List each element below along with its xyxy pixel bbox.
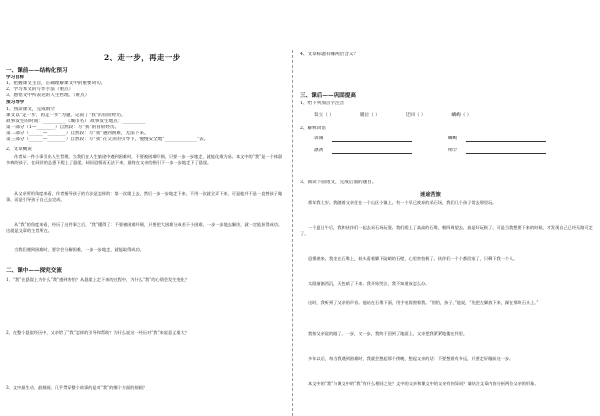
preview-heading: 预习导学	[6, 100, 25, 105]
reading-question: 本文中的“我”与课文中的“我”有什么相同之处？文中的父亲和课文中的父亲有何异同？请结合文章内容分析两位父亲的形象。	[308, 381, 539, 386]
summary-heading: 2、文章概说	[6, 147, 32, 152]
pinyin-item[interactable]: 啜泣（ ）	[359, 113, 380, 118]
vocab-answer-line[interactable]	[466, 141, 546, 142]
section-inclass-heading: 二、课中——探究交流	[6, 268, 62, 274]
preview-line: 故事发生的时间：__________（城市名） 故事发生地点：__________	[6, 119, 146, 124]
preview-line: 课文以“走一步，再走一步”为题，记叙了“我”的冒险经历。	[6, 113, 126, 118]
question-2: 2、在整个悬崖经历中，父亲给了“我”怎样的引导和帮助？为什么说这一经历对“我”来说意义重大？	[6, 330, 189, 335]
vocab-word: 嶙峋	[448, 136, 458, 141]
question-3: 3、文中最生动、最刻画，几乎贯穿整个故事的是对“我”的哪个方面的刻画？	[6, 385, 147, 390]
summary-paragraph: 从父亲所用角度来看，作者指导孩子的方法是怎样的：第一次爬上去，然后一步一步地走下来，不用一次就全弄下来，可是他并不是一直替孩子做事，而是引导孩子自己去完成。	[6, 191, 283, 202]
section-preview-heading: 一、课前——结构化预习	[6, 68, 68, 74]
story-paragraph: 我按父亲说的做了。一步，又一步，我终于回到了地面上。父亲把我紧紧地搂在怀里。	[308, 331, 468, 336]
vocab-task: 2、解释词语	[300, 126, 326, 131]
story-paragraph: 这时，我听到了父亲的声音。他站在石堆下面，用手电筒照着我。“别怕，孩子，”他说，“先把左脚放下来，踩在那块石头上。”	[308, 300, 539, 305]
lesson-title: 2、走一步，再走一步	[104, 53, 181, 62]
goal-item: 1、把握课文主旨，正确理解课文中的重要词句。	[6, 81, 106, 86]
pinyin-items	[314, 112, 471, 118]
summary-paragraph: 从“我”的角度来看，经历了这件事之后，“我”懂得了：不要被困难吓倒，只要把大困难分成若干小困难，一步一步地去解决，就一定能获得成功。这就是文章的主旨所在。	[6, 222, 283, 233]
question-1: 1、“我”在悬崖上为什么“我”感到害怕？从悬崖上走下来的过程中，为什么“我”的心情会发生变化？	[6, 277, 190, 282]
vocab-answer-line[interactable]	[466, 153, 546, 154]
goals-heading: 学习目标	[6, 75, 25, 80]
preview-line: 第二部分（______—________）自然段：写“我”遇到困难，无法下来。	[6, 131, 149, 136]
preview-line: 第三部分（______—________）自然段：写“我”在父亲的引导下，慢慢安全地“______________”去。	[6, 137, 209, 142]
preview-task: 1、熟读课文，完成填空	[6, 107, 55, 112]
story-paragraph: 一个夏日午后，我和伙伴们一起去采石场玩耍。我们爬上了高高的石堆，朝四周望去，真是好玩极了。可是当我想要下来的时候，才发现自己已经无路可走了。	[300, 225, 593, 236]
story-title: 迷途苦旅	[420, 192, 441, 198]
story-paragraph: 那年我七岁。我随着父亲住在一个山区小镇上。有一个早已废弃的采石场，我们几个孩子常去那里玩。	[308, 200, 497, 205]
pinyin-item[interactable]: 嶙峋（ ）	[451, 113, 472, 118]
question-4: 4、文章标题有哪两层含义？	[300, 52, 359, 57]
pinyin-item[interactable]: 迂回（ ）	[405, 113, 426, 118]
summary-paragraph: 当我们遇到困难时，要学会分解困难，一步一步地走，就能取得成功。	[14, 247, 144, 252]
column-divider	[292, 50, 293, 416]
vocab-word: 凛冽	[314, 148, 324, 153]
vocab-answer-line[interactable]	[332, 141, 412, 142]
preview-line: 第一部分（1—________）自然段：写“我”的冒险经历。	[6, 125, 120, 130]
goal-item: 3、感悟文中所表达的人生哲理。（难点）	[6, 93, 90, 98]
section-after-class-heading: 三、课后——巩固提高	[300, 93, 356, 99]
left-column	[4, 0, 288, 416]
reading-task: 3、阅读下面短文，完成后面的题目。	[300, 180, 377, 185]
vocab-answer-line[interactable]	[332, 153, 412, 154]
right-column	[298, 0, 598, 416]
goal-item: 2、学习本文的写作手法（重点）	[6, 87, 74, 92]
vocab-word: 纳罕	[448, 148, 458, 153]
story-paragraph: 多年以后，每当我遇到困难时，我就会想起那个傍晚，想起父亲的话：不要想着有多远，只要走好眼前这一步。	[308, 356, 514, 361]
pinyin-item[interactable]: 耸立（ ）	[314, 113, 334, 118]
story-paragraph: 恐惧袭来。我坐在石堆上，低头看着脚下陡峭的石壁，心里害怕极了。伙伴们一个个都回家了，只剩下我一个人。	[308, 256, 518, 261]
pinyin-task: 1、给下列加点字注音	[300, 101, 345, 106]
story-paragraph: 太阳渐渐西沉，天色暗了下来。我开始哭泣，我不知道该怎么办。	[308, 281, 430, 286]
vocab-word: 训诫	[314, 136, 324, 141]
summary-paragraph: 作者从一件小事引出人生哲理。当我们在人生旅途中遇到困难时，不要被困难吓倒，只要一步一步地走，就能化难为易。本文中的“我”是一个体弱多病的孩子，在同伴的怂恿下爬上了悬崖，却因恐惧而无法下来，最终在父亲的指引下一步一步地走下了悬崖。	[6, 154, 283, 165]
